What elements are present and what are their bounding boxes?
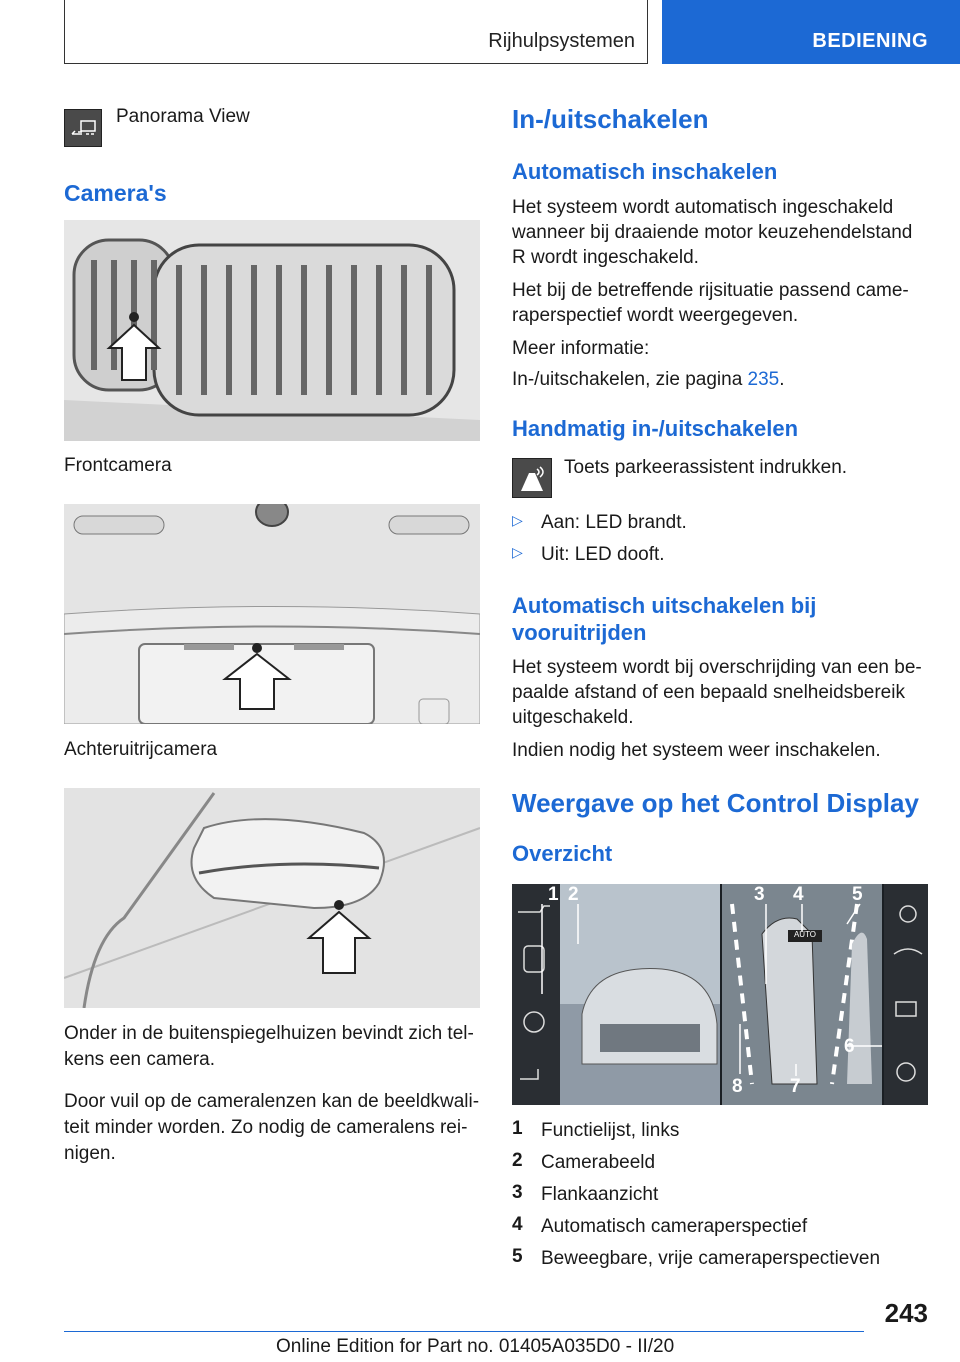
legend-text: Camerabeeld bbox=[541, 1152, 656, 1173]
heading-handmatig: Handmatig in-/uitschakelen bbox=[512, 416, 799, 441]
legend-text: Beweegbare, vrije cameraperspectieven bbox=[541, 1248, 881, 1269]
control-display-image bbox=[512, 884, 928, 1105]
page-number: 243 bbox=[884, 1298, 928, 1328]
forward-line4: Indien nodig het systeem weer inschakelen. bbox=[512, 740, 881, 761]
reference-text: In-/uitschakelen, zie pagina bbox=[512, 369, 748, 390]
display-num-3: 3 bbox=[754, 884, 765, 905]
bullet-on-text: Aan: LED brandt. bbox=[541, 512, 687, 533]
legend-text: Flankaanzicht bbox=[541, 1184, 659, 1205]
more-info: Meer informatie: bbox=[512, 338, 650, 359]
reference-line bbox=[512, 367, 785, 393]
display-num-4: 4 bbox=[793, 884, 804, 905]
dirt-para-line2: teit minder worden. Zo nodig de cameralens rei- bbox=[64, 1117, 468, 1138]
display-num-1: 1 bbox=[548, 884, 559, 905]
button-instruction: Toets parkeerassistent indrukken. bbox=[564, 457, 848, 478]
legend-num: 4 bbox=[512, 1214, 523, 1235]
forward-line1: Het systeem wordt bij overschrijding van een be- bbox=[512, 657, 922, 678]
header-chapter-box bbox=[64, 0, 648, 64]
auto-line2: wanneer bij draaiende motor keuzehendelstand bbox=[512, 222, 913, 243]
heading-control-display: Weergave op het Control Display bbox=[512, 788, 919, 818]
auto-line3: R wordt ingeschakeld. bbox=[512, 247, 699, 268]
forward-line2: paalde afstand of een bepaald snelheidsbereik bbox=[512, 682, 905, 703]
footer-divider bbox=[64, 1331, 864, 1332]
forward-line3: uitgeschakeld. bbox=[512, 707, 634, 728]
dirt-para-line3: nigen. bbox=[64, 1143, 116, 1164]
display-num-5: 5 bbox=[852, 884, 863, 905]
mirror-para-line1: Onder in de buitenspiegelhuizen bevindt zich tel- bbox=[64, 1023, 474, 1044]
heading-cameras: Camera's bbox=[64, 180, 167, 206]
header-section-box bbox=[662, 0, 960, 64]
heading-forward-line2: vooruitrijden bbox=[512, 620, 647, 645]
parking-assistant-icon bbox=[512, 458, 552, 498]
bullet-off-text: Uit: LED dooft. bbox=[541, 544, 665, 565]
mirror-camera-photo bbox=[64, 788, 480, 1008]
panorama-view-icon bbox=[64, 109, 102, 147]
legend-text: Functielijst, links bbox=[541, 1120, 680, 1141]
legend-num: 3 bbox=[512, 1182, 523, 1203]
panorama-view-label: Panorama View bbox=[116, 106, 250, 127]
page-link-235[interactable]: 235 bbox=[747, 369, 780, 390]
caption-achteruitrijcamera: Achteruitrijcamera bbox=[64, 739, 218, 760]
bullet-triangle-icon: ▷ bbox=[512, 544, 523, 560]
persp-line2: raperspectief wordt weergegeven. bbox=[512, 305, 799, 326]
heading-forward-line1: Automatisch uitschakelen bij bbox=[512, 593, 817, 618]
legend-text: Automatisch cameraperspectief bbox=[541, 1216, 808, 1237]
dirt-para-line1: Door vuil op de cameralenzen kan de beeldkwali- bbox=[64, 1091, 480, 1112]
reference-dot: . bbox=[779, 369, 785, 390]
legend-num: 2 bbox=[512, 1150, 523, 1171]
heading-in-uitschakelen: In-/uitschakelen bbox=[512, 104, 709, 134]
section-title: BEDIENING bbox=[812, 30, 928, 52]
display-num-6: 6 bbox=[844, 1036, 855, 1057]
display-auto-label: AUTO bbox=[793, 930, 817, 939]
legend-num: 5 bbox=[512, 1246, 523, 1267]
auto-line1: Het systeem wordt automatisch ingeschakeld bbox=[512, 197, 894, 218]
mirror-para-line2: kens een camera. bbox=[64, 1049, 216, 1070]
persp-line1: Het bij de betreffende rijsituatie passend came- bbox=[512, 280, 909, 301]
rear-camera-photo bbox=[64, 504, 480, 724]
front-camera-photo bbox=[64, 220, 480, 441]
caption-frontcamera: Frontcamera bbox=[64, 455, 172, 476]
heading-automatisch-inschakelen: Automatisch inschakelen bbox=[512, 159, 778, 184]
bullet-triangle-icon: ▷ bbox=[512, 512, 523, 528]
chapter-title: Rijhulpsystemen bbox=[488, 30, 635, 52]
heading-overzicht: Overzicht bbox=[512, 841, 613, 866]
footer-edition: Online Edition for Part no. 01405A035D0 - II/20 bbox=[276, 1336, 675, 1357]
legend-num: 1 bbox=[512, 1118, 523, 1139]
display-num-2: 2 bbox=[568, 884, 579, 905]
display-num-8: 8 bbox=[732, 1076, 743, 1097]
display-num-7: 7 bbox=[790, 1076, 801, 1097]
